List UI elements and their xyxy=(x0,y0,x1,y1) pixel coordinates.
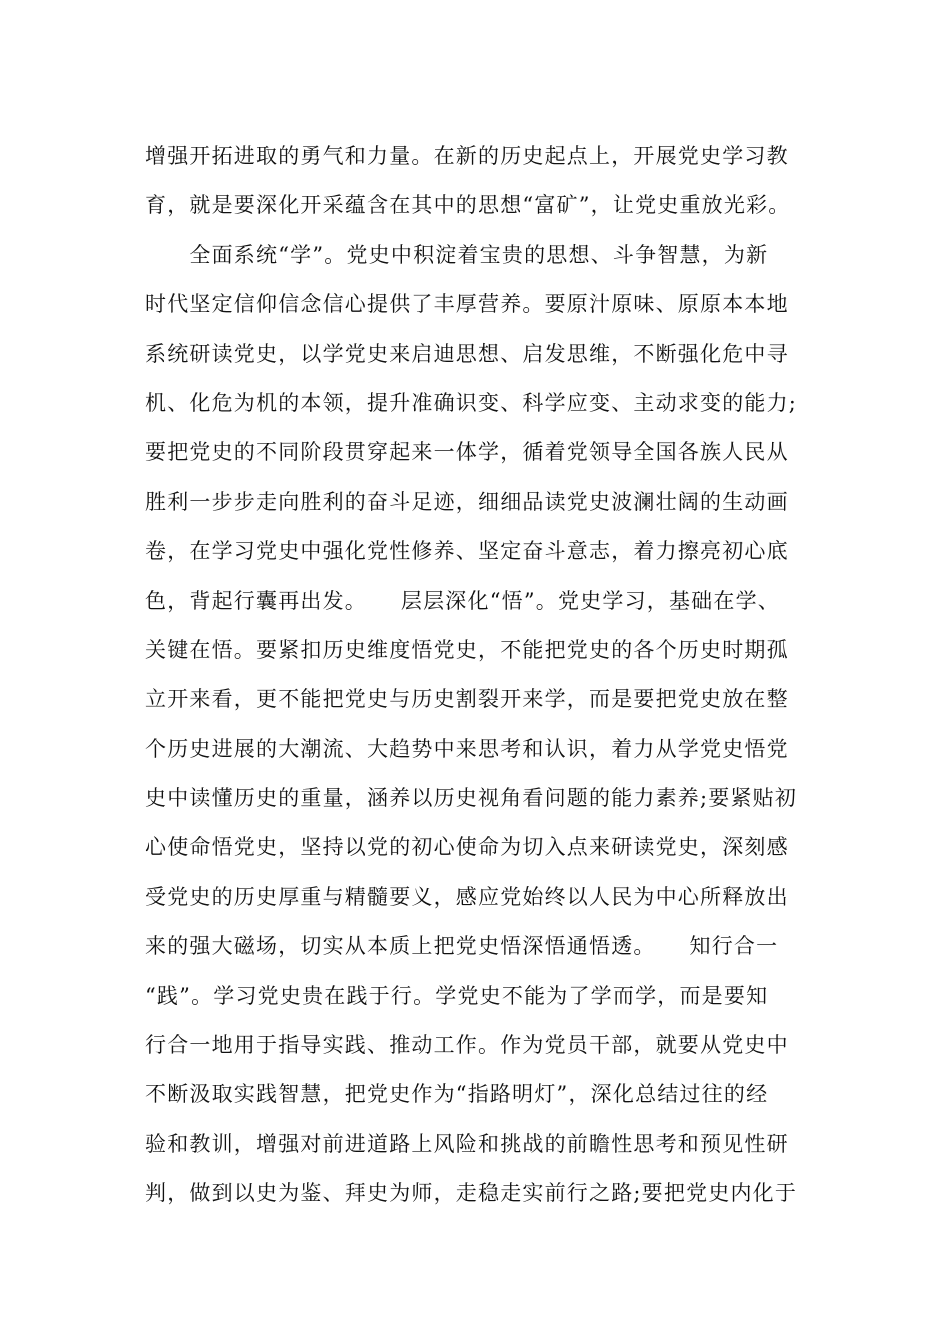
text-line: 不断汲取实践智慧，把党史作为“指路明灯”，深化总结过往的经 xyxy=(145,1082,769,1107)
text-line: 育，就是要深化开采蕴含在其中的思想“富矿”，让党史重放光彩。 xyxy=(145,193,791,218)
text-line: 判，做到以史为鉴、拜史为师，走稳走实前行之路;要把党史内化于 xyxy=(145,1181,798,1206)
text-line: 受党史的历史厚重与精髓要义，感应党始终以人民为中心所释放出 xyxy=(145,884,789,909)
text-line: 全面系统“学”。党史中积淀着宝贵的思想、斗争智慧，为新 xyxy=(145,242,769,267)
text-line: “践”。学习党史贵在践于行。学党史不能为了学而学，而是要知 xyxy=(145,983,769,1008)
text-line: 系统研读党史，以学党史来启迪思想、启发思维，不断强化危中寻 xyxy=(145,341,789,366)
text-line: 卷，在学习党史中强化党性修养、坚定奋斗意志，着力擦亮初心底 xyxy=(145,539,789,564)
text-line: 关键在悟。要紧扣历史维度悟党史，不能把党史的各个历史时期孤 xyxy=(145,637,789,662)
text-line: 要把党史的不同阶段贯穿起来一体学，循着党领导全国各族人民从 xyxy=(145,440,789,465)
body-text xyxy=(145,132,825,1219)
text-line: 行合一地用于指导实践、推动工作。作为党员干部，就要从党史中 xyxy=(145,1033,789,1058)
text-line: 时代坚定信仰信念信心提供了丰厚营养。要原汁原味、原原本本地 xyxy=(145,292,789,317)
text-line: 增强开拓进取的勇气和力量。在新的历史起点上，开展党史学习教 xyxy=(145,144,789,168)
text-line: 验和教训，增强对前进道路上风险和挑战的前瞻性思考和预见性研 xyxy=(145,1131,789,1156)
text-line: 史中读懂历史的重量，涵养以历史视角看问题的能力素养;要紧贴初 xyxy=(145,786,798,811)
text-line: 个历史进展的大潮流、大趋势中来思考和认识，着力从学党史悟党 xyxy=(145,736,789,761)
text-line: 机、化危为机的本领，提升准确识变、科学应变、主动求变的能力; xyxy=(145,390,798,415)
text-line: 色，背起行囊再出发。 层层深化“悟”。党史学习，基础在学、 xyxy=(145,588,780,613)
text-line: 胜利一步步走向胜利的奋斗足迹，细细品读党史波澜壮阔的生动画 xyxy=(145,489,789,514)
text-line: 来的强大磁场，切实从本质上把党史悟深悟通悟透。 知行合一 xyxy=(145,934,779,959)
text-line: 立开来看，更不能把党史与历史割裂开来学，而是要把党史放在整 xyxy=(145,687,789,712)
text-line: 心使命悟党史，坚持以党的初心使命为切入点来研读党史，深刻感 xyxy=(145,835,789,860)
